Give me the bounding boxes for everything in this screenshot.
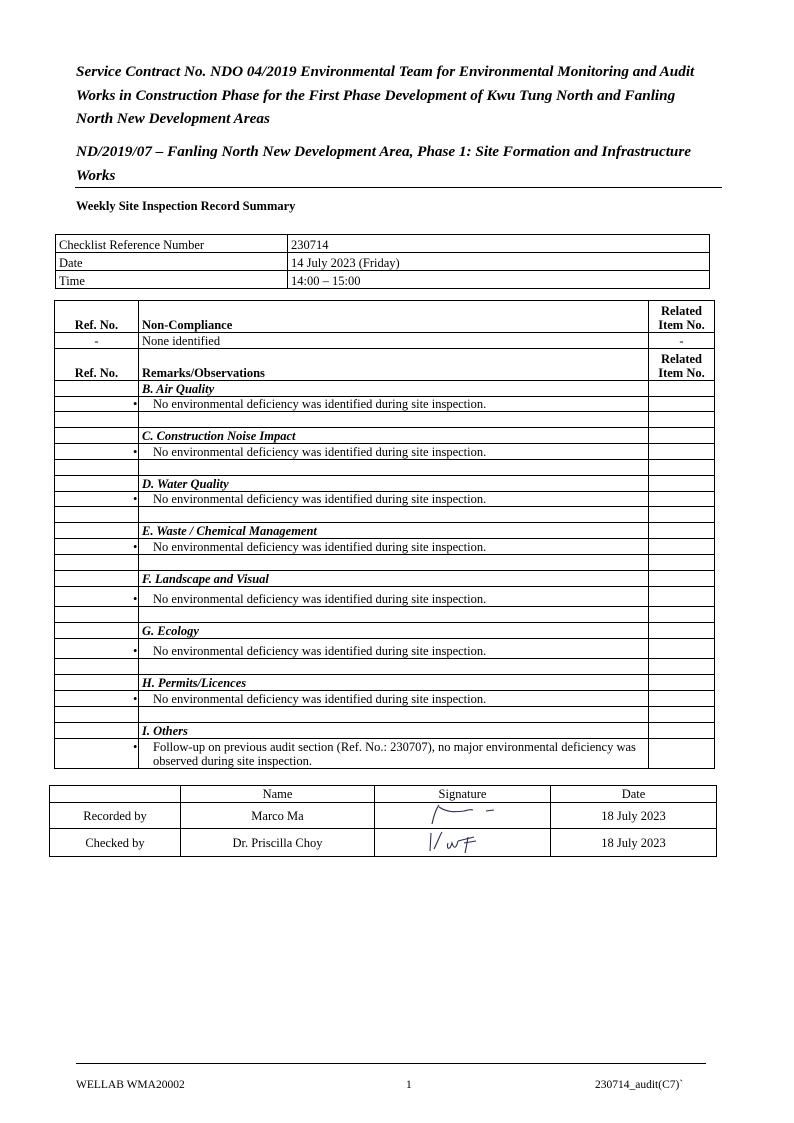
observation-related <box>649 639 715 659</box>
ref-no-header: Ref. No. <box>55 349 139 381</box>
section-title: F. Landscape and Visual <box>139 571 649 587</box>
ref-no-header: Ref. No. <box>55 301 139 333</box>
section-title-row <box>55 428 715 444</box>
info-value: 230714 <box>288 235 710 253</box>
remarks-header: Remarks/Observations <box>139 349 649 381</box>
section-title-row <box>55 623 715 639</box>
role: Checked by <box>50 829 181 857</box>
nc-text: None identified <box>139 333 649 349</box>
signoff-header-blank <box>50 786 181 803</box>
observation-text <box>139 539 649 555</box>
info-label: Checklist Reference Number <box>56 235 288 253</box>
spacer-ref <box>55 607 139 623</box>
date: 18 July 2023 <box>551 829 717 857</box>
spacer-row <box>55 412 715 428</box>
observation-ref <box>55 444 139 460</box>
signature-marco-ma <box>418 803 508 825</box>
observation-text <box>139 397 649 412</box>
info-value: 14:00 – 15:00 <box>288 271 710 289</box>
observation-text <box>139 492 649 507</box>
observation-row <box>55 639 715 659</box>
non-compliance-header: Non-Compliance <box>139 301 649 333</box>
section-ref <box>55 523 139 539</box>
section-ref <box>55 428 139 444</box>
info-row-date <box>56 253 710 271</box>
signoff-header-row <box>50 786 717 803</box>
section-ref <box>55 675 139 691</box>
observation-text <box>139 639 649 659</box>
observation-row <box>55 444 715 460</box>
observation-related <box>649 397 715 412</box>
observation-text <box>139 739 649 769</box>
nc-related: - <box>649 333 715 349</box>
observation-bullet <box>143 644 153 658</box>
spacer <box>139 555 649 571</box>
observation-bullet-text: No environmental deficiency was identified during site inspection. <box>153 397 487 411</box>
section-related <box>649 381 715 397</box>
info-row-time <box>56 271 710 289</box>
spacer <box>139 460 649 476</box>
section-title: I. Others <box>139 723 649 739</box>
spacer-ref <box>55 460 139 476</box>
observation-bullet <box>143 445 153 459</box>
spacer-row <box>55 507 715 523</box>
remarks-header-row <box>55 349 715 381</box>
info-value: 14 July 2023 (Friday) <box>288 253 710 271</box>
section-title-row <box>55 723 715 739</box>
observation-text <box>139 587 649 607</box>
section-related <box>649 428 715 444</box>
role: Recorded by <box>50 803 181 829</box>
observation-text <box>139 691 649 707</box>
observation-bullet-text: No environmental deficiency was identified during site inspection. <box>153 592 487 606</box>
observation-ref <box>55 691 139 707</box>
observation-ref <box>55 587 139 607</box>
observation-bullet <box>143 740 153 754</box>
section-title: C. Construction Noise Impact <box>139 428 649 444</box>
footer-right: 230714_audit(C7)` <box>595 1079 684 1091</box>
section-title: H. Permits/Licences <box>139 675 649 691</box>
section-title: E. Waste / Chemical Management <box>139 523 649 539</box>
observation-bullet-text: No environmental deficiency was identified during site inspection. <box>153 644 487 658</box>
observation-ref <box>55 739 139 769</box>
spacer-ref <box>55 507 139 523</box>
spacer <box>139 707 649 723</box>
spacer <box>139 607 649 623</box>
observation-bullet-text: Follow-up on previous audit section (Ref. No.: 230707), no major environmental deficiency was observed during site inspection. <box>153 740 636 768</box>
observation-row <box>55 739 715 769</box>
spacer-row <box>55 460 715 476</box>
section-title: G. Ecology <box>139 623 649 639</box>
name: Dr. Priscilla Choy <box>181 829 375 857</box>
spacer-related <box>649 659 715 675</box>
info-row-reference <box>56 235 710 253</box>
spacer-row <box>55 659 715 675</box>
observation-bullet-text: No environmental deficiency was identified during site inspection. <box>153 540 487 554</box>
section-title-row <box>55 476 715 492</box>
spacer-related <box>649 507 715 523</box>
footer-divider <box>76 1063 706 1064</box>
document-title: Service Contract No. NDO 04/2019 Environmental Team for Environmental Monitoring and Audit Works in Construction Phase for the First Phase Development of Kwu Tung North and Fanling North New Development Areas <box>76 63 695 127</box>
date-header: Date <box>551 786 717 803</box>
spacer-related <box>649 607 715 623</box>
spacer-ref <box>55 659 139 675</box>
section-ref <box>55 381 139 397</box>
spacer-ref <box>55 707 139 723</box>
date: 18 July 2023 <box>551 803 717 829</box>
spacer <box>139 659 649 675</box>
spacer-related <box>649 412 715 428</box>
section-related <box>649 523 715 539</box>
related-item-header: Related Item No. <box>649 349 715 381</box>
name: Marco Ma <box>181 803 375 829</box>
header-divider <box>75 187 722 188</box>
recorded-by-row <box>50 803 717 829</box>
observation-bullet-text: No environmental deficiency was identified during site inspection. <box>153 692 487 706</box>
section-ref <box>55 723 139 739</box>
observation-related <box>649 444 715 460</box>
nc-row <box>55 333 715 349</box>
nc-ref: - <box>55 333 139 349</box>
signature-image <box>375 829 551 857</box>
observation-bullet <box>143 692 153 706</box>
observation-bullet <box>143 592 153 606</box>
signature-priscilla-choy <box>418 829 508 853</box>
name-header: Name <box>181 786 375 803</box>
related-item-header: Related Item No. <box>649 301 715 333</box>
info-label: Time <box>56 271 288 289</box>
observation-related <box>649 691 715 707</box>
section-title: D. Water Quality <box>139 476 649 492</box>
observation-bullet <box>143 540 153 554</box>
section-related <box>649 623 715 639</box>
observation-related <box>649 739 715 769</box>
spacer-related <box>649 460 715 476</box>
spacer-row <box>55 607 715 623</box>
observation-bullet <box>143 397 153 411</box>
observation-row <box>55 397 715 412</box>
observation-bullet <box>143 492 153 506</box>
observations-table <box>54 300 715 769</box>
observation-row <box>55 539 715 555</box>
spacer-related <box>649 707 715 723</box>
section-related <box>649 476 715 492</box>
observation-row <box>55 492 715 507</box>
observation-text <box>139 444 649 460</box>
footer-left: WELLAB WMA20002 <box>76 1079 185 1091</box>
observation-related <box>649 587 715 607</box>
observation-row <box>55 691 715 707</box>
nc-header-row <box>55 301 715 333</box>
section-related <box>649 571 715 587</box>
checked-by-row <box>50 829 717 857</box>
summary-title: Weekly Site Inspection Record Summary <box>76 199 296 213</box>
observation-bullet-text: No environmental deficiency was identified during site inspection. <box>153 445 487 459</box>
observation-ref <box>55 397 139 412</box>
section-title-row <box>55 571 715 587</box>
observation-related <box>649 492 715 507</box>
info-label: Date <box>56 253 288 271</box>
spacer <box>139 507 649 523</box>
spacer-ref <box>55 412 139 428</box>
page-number: 1 <box>406 1079 412 1091</box>
spacer-ref <box>55 555 139 571</box>
spacer-row <box>55 555 715 571</box>
section-ref <box>55 571 139 587</box>
signature-image <box>375 803 551 829</box>
signoff-table <box>49 785 717 857</box>
section-title-row <box>55 381 715 397</box>
observation-row <box>55 587 715 607</box>
section-title-row <box>55 675 715 691</box>
observation-related <box>649 539 715 555</box>
spacer <box>139 412 649 428</box>
section-related <box>649 675 715 691</box>
section-title-row <box>55 523 715 539</box>
observation-ref <box>55 539 139 555</box>
document-subtitle: ND/2019/07 – Fanling North New Development Area, Phase 1: Site Formation and Infrastructure Works <box>76 143 692 184</box>
observation-ref <box>55 639 139 659</box>
inspection-info-table <box>55 234 710 289</box>
observation-ref <box>55 492 139 507</box>
spacer-related <box>649 555 715 571</box>
section-related <box>649 723 715 739</box>
section-ref <box>55 476 139 492</box>
spacer-row <box>55 707 715 723</box>
observation-bullet-text: No environmental deficiency was identified during site inspection. <box>153 492 487 506</box>
section-title: B. Air Quality <box>139 381 649 397</box>
signature-header: Signature <box>375 786 551 803</box>
section-ref <box>55 623 139 639</box>
